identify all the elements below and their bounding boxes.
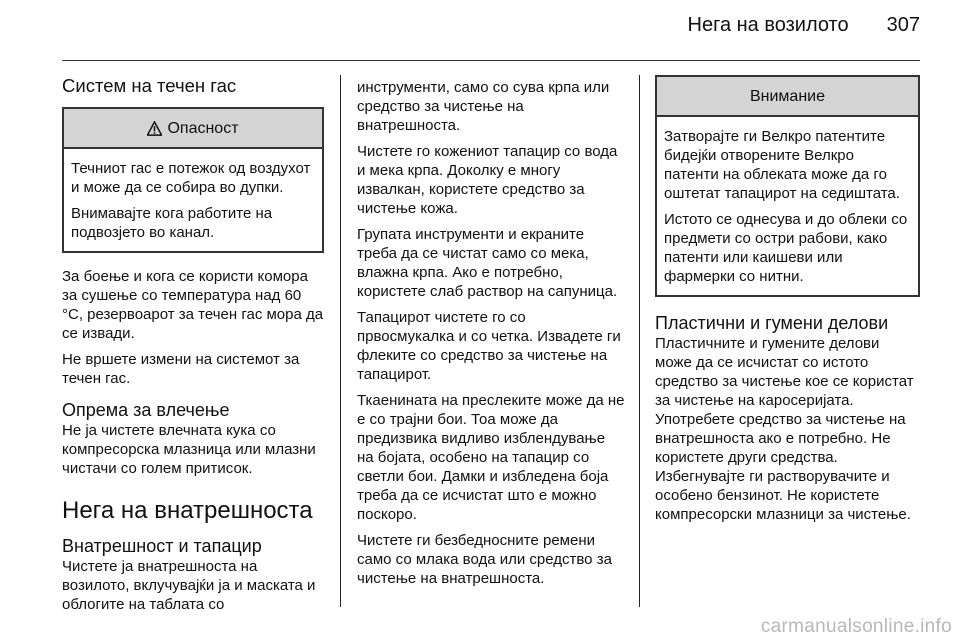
column-3: [655, 75, 920, 531]
danger-box-title: Опасност: [167, 119, 239, 137]
running-head-title: Нега на возилото: [687, 14, 849, 36]
chapter-title-interior: Нега на внатрешноста: [62, 497, 313, 524]
column-1: [62, 75, 324, 621]
notice-box-header: [657, 77, 918, 117]
notice-text-1: Затворајте ги Велкро патентите бидејќи отворените Велкро патенти на облеката може да го оштетат тапацирот на седиштата.: [664, 128, 900, 202]
danger-box: [62, 107, 324, 253]
column-2: [357, 78, 625, 595]
running-head: [0, 14, 920, 44]
page-number: 307: [886, 14, 920, 36]
paragraph-interior: Чистете ја внатрешноста на возилото, вклучувајќи ја и маската и облогите на таблата со: [62, 558, 316, 613]
paragraph-seat-belts: Чистете ги безбедносните ремени само со млака вода или средство за чистење на внатрешноста.: [357, 532, 612, 587]
danger-box-header: [64, 109, 322, 149]
danger-text-1: Течниот гас е потежок од воздухот и може да се собира во дупки.: [71, 160, 311, 196]
danger-text-2: Внимавајте кога работите на подвозјето во канал.: [71, 205, 273, 241]
notice-box: [655, 75, 920, 297]
subhead-towing: Опрема за влечење: [62, 400, 230, 420]
danger-box-body: [64, 149, 322, 251]
notice-box-title: Внимание: [749, 87, 825, 105]
notice-box-body: [657, 117, 918, 295]
notice-text-2: Истото се однесува и до облеки со предмети со остри рабови, како патенти или каишеви или фармерки со нитни.: [664, 211, 908, 285]
paragraph-fabric-colour: Ткаенината на преслеките може да не е со трајни бои. Тоа може да предизвика видливо изблендување на бојата, особено на тапацир со светли бои. Дамки и избледена боја треба да се исчистат што е можно поскоро.: [357, 392, 625, 523]
paragraph-leather: Чистете го кожениот тапацир со вода и мека крпа. Доколку е многу извалкан, користете средство за чистење кожа.: [357, 143, 618, 217]
paragraph-dry-cloth: инструменти, само со сува крпа или средство за чистење на внатрешноста.: [357, 79, 610, 134]
watermark: carmanualsonline.info: [760, 616, 952, 637]
paragraph-plastic-rubber: Пластичните и гумените делови може да се исчистат со истото средство за чистење кое се користат за чистење на каросеријата. Употребете средство за чистење на внатрешноста ако е потребно. Не користете други средства. Избегнувајте ги растворувачите и особено бензинот. Не користете компресорски млазници за чистење.: [655, 335, 914, 523]
paragraph-displays: Групата инструменти и екраните треба да се чистат само со мека, влажна крпа. Ако е потребно, користете слаб раствор на сапуница.: [357, 226, 618, 300]
section-title-lpg: Систем на течен гас: [62, 75, 237, 96]
subhead-plastic-rubber: Пластични и гумени делови: [655, 313, 889, 333]
column-divider-2: [639, 75, 640, 607]
paragraph-vacuum: Тапацирот чистете го со првосмукалка и со четка. Извадете ги флеките со средство за чистење на тапацирот.: [357, 309, 621, 383]
paragraph-towing: Не ја чистете влечната кука со компресорска млазница или млазни чистачи со голем притисок.: [62, 422, 316, 477]
paragraph-no-modifications: Не вршете измени на системот за течен гас.: [62, 351, 300, 387]
subhead-interior-upholstery: Внатрешност и тапацир: [62, 536, 262, 556]
header-rule: [62, 60, 920, 61]
paragraph-painting: За боење и кога се користи комора за сушење со температура над 60 °C, резервоарот за течен гас мора да се извади.: [62, 268, 324, 342]
warning-triangle-icon: [147, 121, 162, 136]
column-divider-1: [340, 75, 341, 607]
